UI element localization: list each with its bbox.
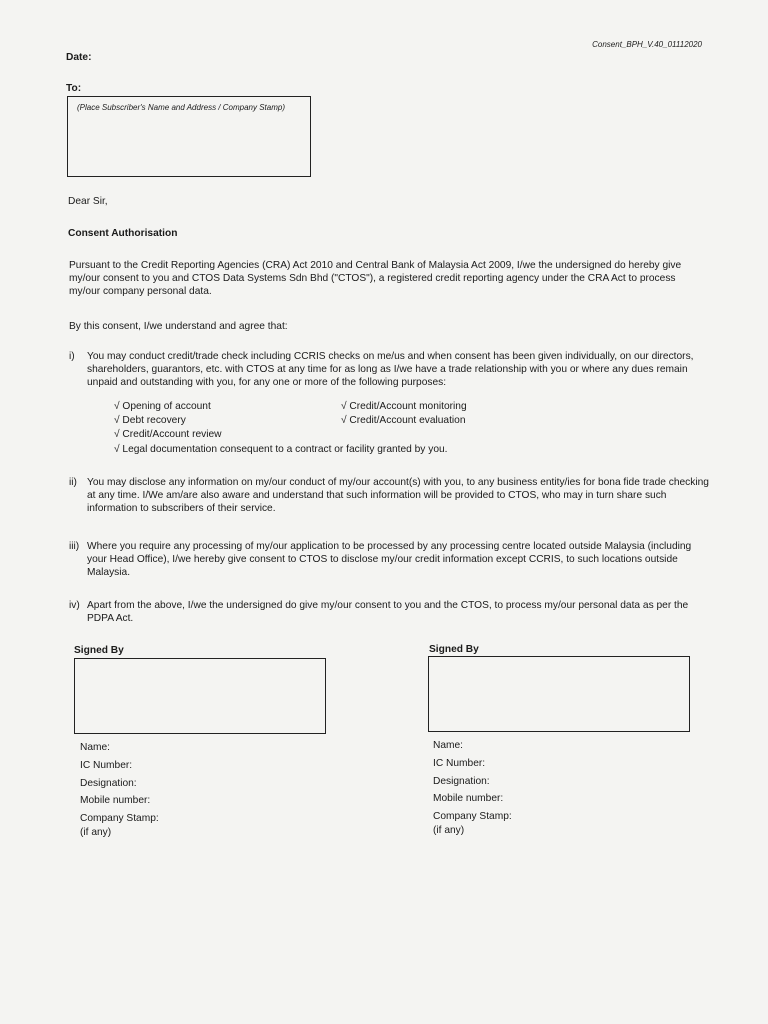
clause-number: i): [69, 351, 75, 362]
clause-1: [69, 350, 709, 390]
salutation: Dear Sir,: [68, 196, 108, 207]
purpose-item: √ Debt recovery: [114, 415, 186, 427]
agree-line: By this consent, I/we understand and agree that:: [69, 321, 288, 332]
date-label: Date:: [66, 52, 92, 63]
clause-2: [69, 476, 709, 516]
signatory-fields-2: [433, 737, 512, 840]
purposes-right: [341, 400, 467, 428]
designation-field-label: Designation:: [433, 775, 490, 787]
clause-number: iii): [69, 541, 80, 552]
company-stamp-field-label: Company Stamp:: [433, 811, 512, 823]
subscriber-box-hint: (Place Subscriber's Name and Address / Company Stamp): [77, 103, 285, 112]
purpose-item: √ Credit/Account monitoring: [341, 401, 467, 412]
clause-text: Apart from the above, I/we the undersigned do give my/our consent to you and the CTOS, to process my/our personal data as per the PDPA Act.: [87, 600, 689, 625]
clause-text: You may conduct credit/trade check including CCRIS checks on me/us and when consent has been given individually, on our directors, shareholders, guarantors, etc. with CTOS at any time for as long as I/we have a trade relationship with you or where any dues remain unpaid and outstanding with you, for any one or more of the following purposes:: [87, 351, 694, 389]
clause-text: You may disclose any information on my/our conduct of my/our account(s) with you, to any business entity/ies for bona fide trade checking at any time. I/We am/are also aware and understand that such information will be provided to CTOS, who may in turn share such information to subscribers of their service.: [87, 477, 709, 515]
signature-box-1[interactable]: [74, 658, 326, 734]
to-label: To:: [66, 83, 82, 94]
subscriber-address-box[interactable]: [67, 96, 311, 177]
if-any-note: (if any): [433, 824, 465, 836]
signed-by-label-2: Signed By: [429, 644, 479, 655]
signature-box-2[interactable]: [428, 656, 690, 732]
purpose-item: √ Legal documentation consequent to a contract or facility granted by you.: [114, 443, 448, 455]
heading: Consent Authorisation: [68, 228, 178, 239]
clause-text: Where you require any processing of my/our application to be processed by any processing centre located outside Malaysia (including your Head Office), I/we hereby give consent to CTOS to disclose my/our credit information except CCRIS, to such locations outside Malaysia.: [87, 541, 692, 579]
signatory-fields-1: [80, 739, 159, 842]
company-stamp-field-label: Company Stamp:: [80, 813, 159, 825]
purpose-item: √ Credit/Account review: [114, 429, 222, 441]
form-code: Consent_BPH_V.40_01112020: [592, 40, 702, 49]
designation-field-label: Designation:: [80, 777, 137, 789]
name-field-label: Name:: [433, 740, 464, 751]
name-field-label: Name:: [80, 742, 111, 753]
mobile-number-field-label: Mobile number:: [80, 795, 151, 807]
clause-3: [69, 540, 709, 580]
purpose-item: √ Opening of account: [114, 401, 211, 412]
mobile-number-field-label: Mobile number:: [433, 793, 504, 805]
ic-number-field-label: IC Number:: [80, 759, 133, 771]
ic-number-field-label: IC Number:: [433, 757, 486, 769]
if-any-note: (if any): [80, 826, 112, 838]
intro-paragraph: Pursuant to the Credit Reporting Agencies (CRA) Act 2010 and Central Bank of Malaysia Act 2009, I/we the undersigned do hereby give my/our consent to you and CTOS Data Systems Sdn Bhd ("CTOS"), a registered credit reporting agency under the CRA Act to process my/our company personal data.: [69, 260, 682, 298]
signed-by-label-1: Signed By: [74, 645, 124, 656]
clause-4: [69, 599, 709, 625]
purpose-item: √ Credit/Account evaluation: [341, 415, 466, 427]
clause-number: ii): [69, 477, 77, 488]
clause-number: iv): [69, 600, 80, 611]
